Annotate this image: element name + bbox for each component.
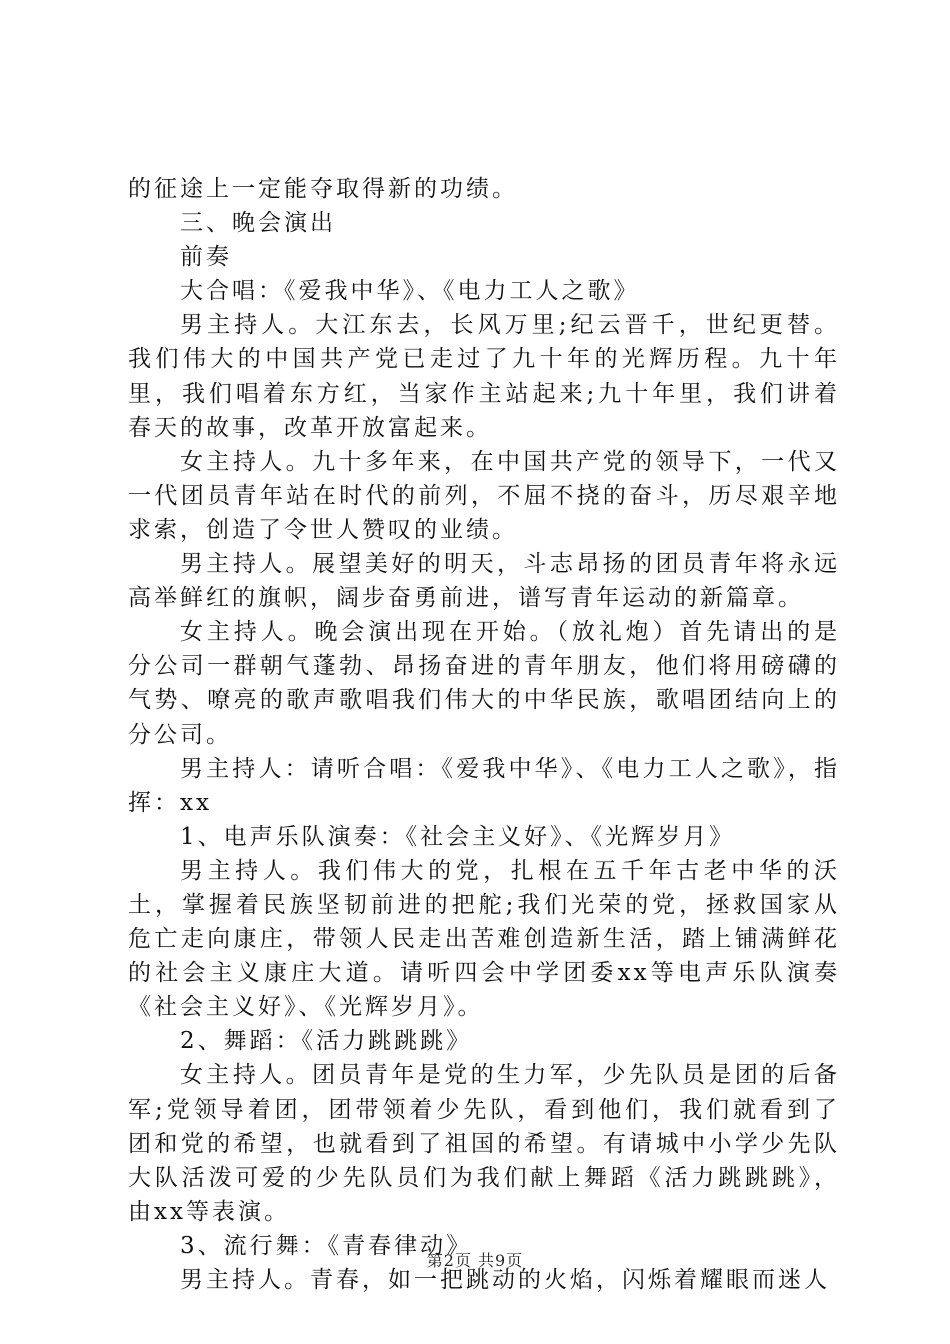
program-item: 3、流行舞：《青春律动》 (180, 1232, 473, 1259)
paragraph: 的征途上一定能夺取得新的功绩。 (128, 176, 518, 202)
paragraph: 男主持人。大江东去，长风万里;纪云晋千，世纪更替。我们伟大的中国共产党已走过了九十年的光辉历程。九十年里，我们唱着东方红，当家作主站起来;九十年里，我们讲着春天的故事，改革开放富起来。 (128, 312, 840, 441)
paragraph: 男主持人。我们伟大的党，扎根在五千年古老中华的沃土，掌握着民族坚韧前进的把舵;我们光荣的党，拯救国家从危亡走向康庄，带领人民走出苦难创造新生活，踏上铺满鲜花的社会主义康庄大道。请听四会中学团委xx等电声乐队演奏《社会主义好》、《光辉岁月》。 (128, 857, 840, 1021)
program-item: 大合唱：《爱我中华》、《电力工人之歌》 (180, 278, 640, 305)
page-footer (0, 1248, 950, 1271)
paragraph: 女主持人。九十多年来，在中国共产党的领导下，一代又一代团员青年站在时代的前列，不屈不挠的奋斗，历尽艰辛地求索，创造了令世人赞叹的业绩。 (128, 448, 840, 543)
paragraph: 男主持人。青春，如一把跳动的火焰，闪烁着耀眼而迷人 (180, 1267, 830, 1293)
program-item: 2、舞蹈：《活力跳跳跳》 (180, 1028, 473, 1055)
paragraph: 男主持人：请听合唱：《爱我中华》、《电力工人之歌》，指挥：xx (128, 755, 840, 816)
paragraph: 女主持人。晚会演出现在开始。（放礼炮）首先请出的是分公司一群朝气蓬勃、昂扬奋进的青年朋友，他们将用磅礴的气势、嘹亮的歌声歌唱我们伟大的中华民族，歌唱团结向上的分公司。 (128, 619, 840, 748)
paragraph: 女主持人。团员青年是党的生力军，少先队员是团的后备军;党领导着团，团带领着少先队，看到他们，我们就看到了团和党的希望，也就看到了祖国的希望。有请城中小学少先队大队活泼可爱的少先队员们为我们献上舞蹈《活力跳跳跳》，由xx等表演。 (128, 1062, 840, 1225)
document-body (128, 172, 840, 1297)
page-number: 第2页 共9页 (426, 1251, 524, 1270)
paragraph: 前奏 (180, 244, 232, 271)
section-heading: 三、晚会演出 (180, 210, 336, 237)
paragraph: 男主持人。展望美好的明天，斗志昂扬的团员青年将永远高举鲜红的旗帜，阔步奋勇前进，谱写青年运动的新篇章。 (128, 551, 840, 612)
program-item: 1、电声乐队演奏：《社会主义好》、《光辉岁月》 (180, 823, 736, 850)
